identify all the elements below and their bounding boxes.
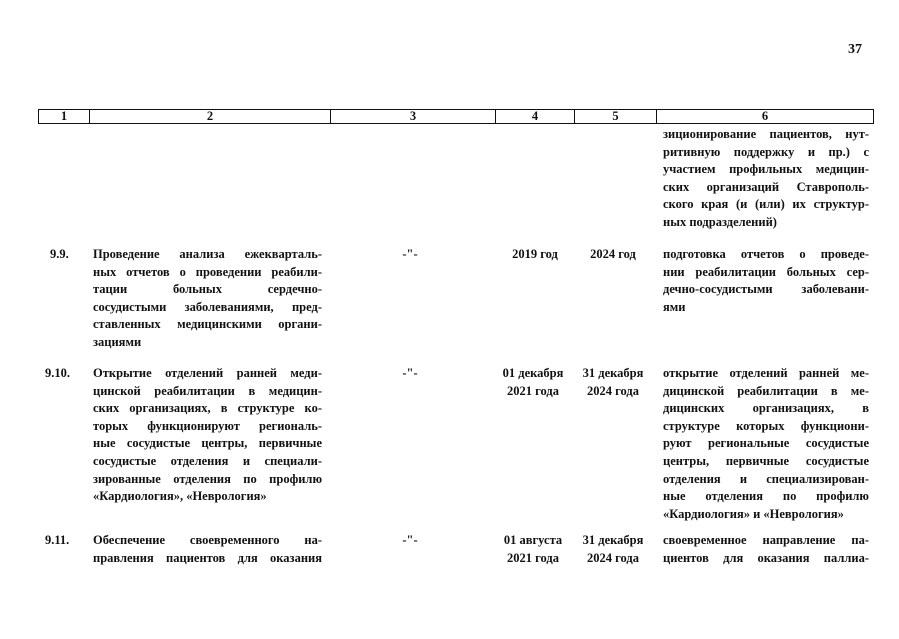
text-line: сосудистыми заболеваниями, пред- (93, 299, 322, 314)
end-date-cell (576, 246, 650, 264)
text-line: зациями (93, 334, 142, 349)
text-line: «Кардиология», «Неврология» (93, 489, 267, 504)
executor-cell: -"- (402, 247, 418, 261)
row-number: 9.10. (45, 366, 70, 380)
start-date-cell (496, 246, 574, 264)
text-line: 01 декабря (502, 366, 564, 380)
text-line: 31 декабря (582, 533, 644, 547)
text-line: «Кардиология» и «Неврология» (663, 506, 844, 521)
result-cell (663, 532, 869, 567)
text-line: 31 декабря (582, 366, 644, 380)
text-line: своевременное направление па- (663, 533, 869, 547)
header-cell-6: 6 (761, 109, 769, 123)
text-line: дицинских организациях, в (663, 401, 869, 416)
end-date-cell (576, 365, 650, 400)
result-cell (663, 365, 869, 523)
text-line: 2024 года (587, 550, 639, 565)
text-line: ставленных медицинскими органи- (93, 317, 322, 332)
text-line: ритивную поддержку и пр.) с (663, 144, 869, 159)
text-line: структуре которых функциони- (663, 418, 869, 433)
text-line: ные сосудистые центры, первичные (93, 436, 322, 451)
text-line: ских организациях, в структуре ко- (93, 401, 322, 416)
text-line: правления пациентов для оказания (93, 550, 322, 565)
text-line: Открытие отделений ранней меди- (93, 366, 322, 380)
text-line: 01 августа (503, 533, 563, 547)
header-cell-3: 3 (331, 110, 496, 123)
text-line: нии реабилитации больных сер- (663, 264, 869, 279)
table-header-row (38, 109, 874, 124)
text-line: циентов для оказания паллиа- (663, 550, 869, 565)
text-line: ных подразделений) (663, 214, 777, 229)
text-line: 2024 года (587, 383, 639, 398)
row-number: 9.9. (50, 247, 69, 261)
text-line: ского края (и (или) их структур- (663, 197, 869, 212)
text-line: дечно-сосудистыми заболевани- (663, 282, 869, 297)
text-line: сосудистые отделения и специали- (93, 453, 322, 468)
text-line: 2019 год (512, 247, 558, 261)
text-line: ные отделения по профилю (663, 489, 869, 504)
text-line: 2021 года (507, 383, 559, 398)
activity-cell (93, 532, 322, 567)
executor-cell: -"- (402, 366, 418, 380)
end-date-cell (576, 532, 650, 567)
text-line: дицинской реабилитации в ме- (663, 383, 869, 398)
text-line: зированные отделения по профилю (93, 471, 322, 486)
text-line: подготовка отчетов о проведе- (663, 247, 869, 261)
text-line: 2021 года (507, 550, 559, 565)
text-line: 2024 год (590, 247, 636, 261)
text-line: центры, первичные сосудистые (663, 453, 869, 468)
text-line: торых функционируют региональ- (93, 418, 322, 433)
text-line: Обеспечение своевременного на- (93, 533, 322, 547)
header-cell-4: 4 (496, 110, 575, 123)
header-cell-1: 1 (39, 110, 90, 123)
text-line: участием профильных медицин- (663, 162, 869, 177)
text-line: ями (663, 299, 686, 314)
row-number: 9.11. (45, 533, 70, 547)
text-line: цинской реабилитации в медицин- (93, 383, 322, 398)
text-line: Проведение анализа ежекварталь- (93, 247, 322, 261)
text-line: отделения и специализирован- (663, 471, 869, 486)
text-line: ных отчетов о проведении реабили- (93, 264, 322, 279)
text-line: зиционирование пациентов, нут- (663, 127, 869, 141)
text-line: руют региональные сосудистые (663, 436, 869, 451)
activity-cell (93, 246, 322, 352)
result-cell (663, 246, 869, 316)
text-line: тации больных сердечно- (93, 282, 322, 297)
activity-cell (93, 365, 322, 506)
text-line: открытие отделений ранней ме- (663, 366, 869, 380)
start-date-cell (496, 365, 570, 400)
executor-cell: -"- (402, 533, 418, 547)
header-cell-2: 2 (90, 110, 331, 123)
continuation-result (663, 126, 869, 232)
text-line: ских организаций Ставрополь- (663, 179, 869, 194)
page-number: 37 (848, 42, 862, 57)
header-cell-5: 5 (575, 110, 657, 123)
start-date-cell (496, 532, 570, 567)
